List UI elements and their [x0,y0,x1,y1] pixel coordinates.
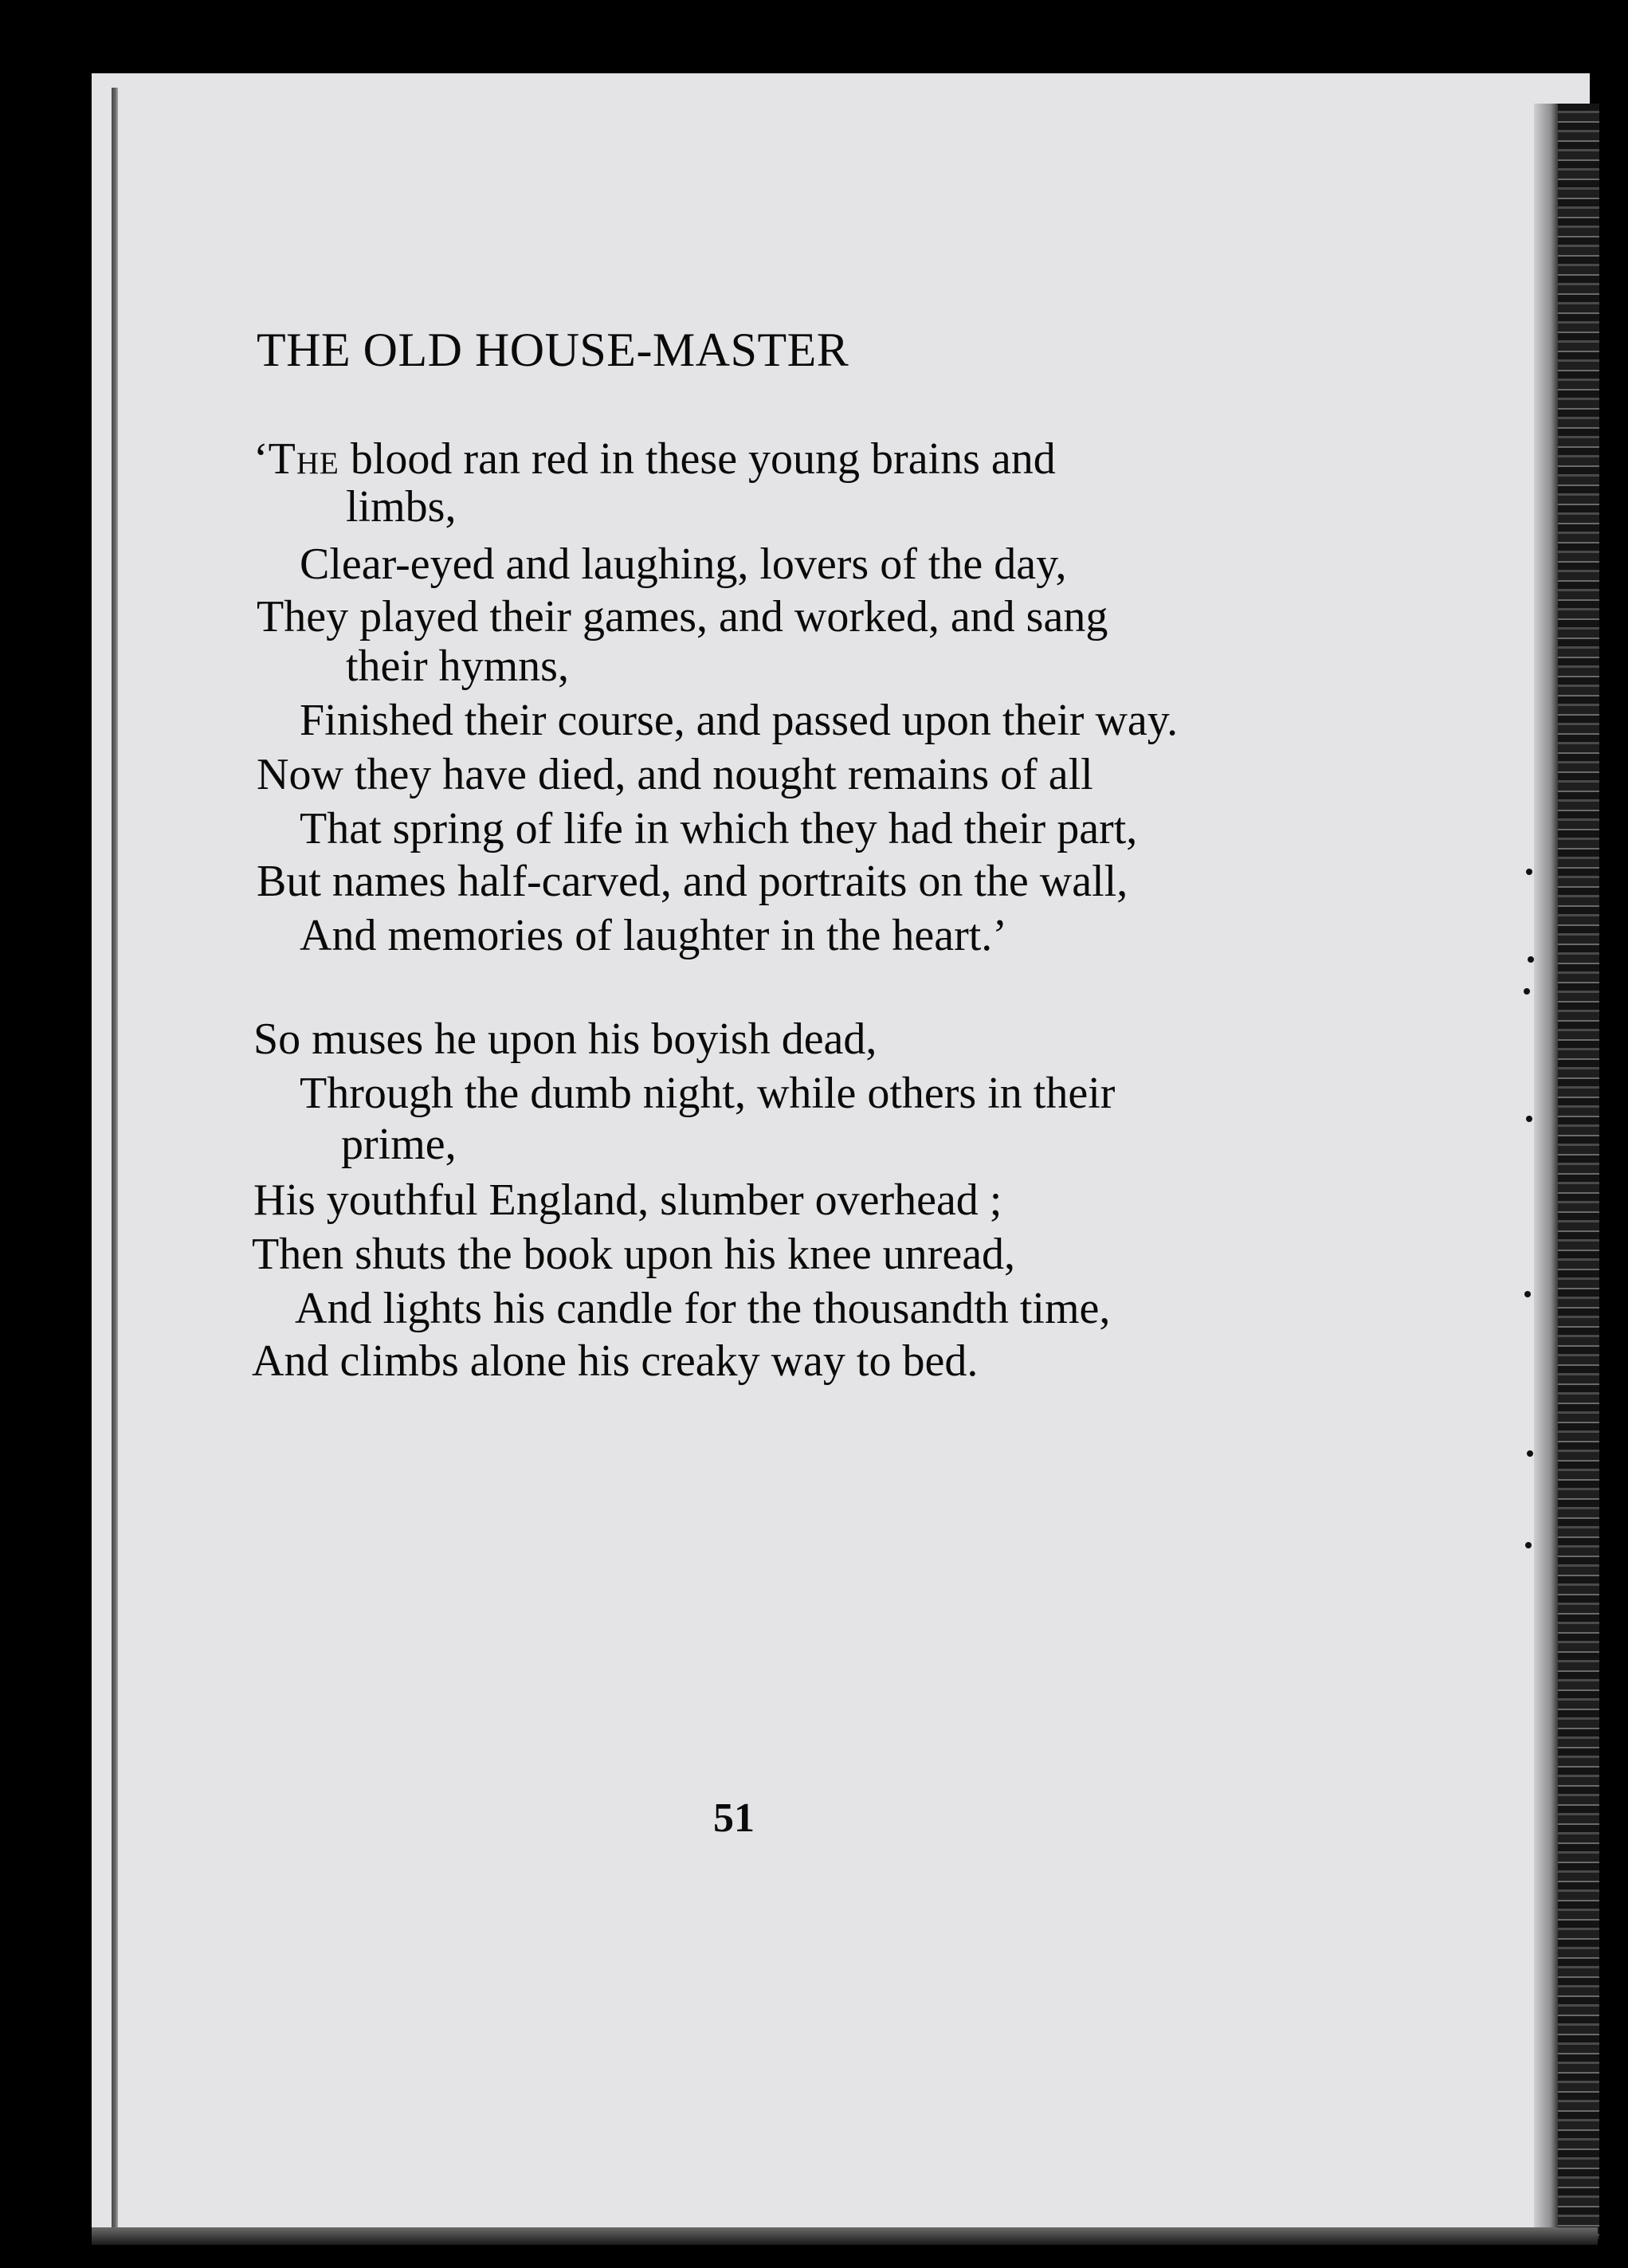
poem-line: They played their games, and worked, and sang [257,592,1108,642]
opening-quote: ‘ [253,434,269,484]
page-bottom-edge [92,2227,1598,2245]
poem-line: His youthful England, slumber overhead ; [253,1175,1002,1225]
poem-line: prime, [341,1120,457,1169]
binding-gutter-edge [112,88,118,2231]
margin-speck [1526,1116,1532,1122]
page-fore-edge-shadow [1534,104,1558,2239]
poem-line: That spring of life in which they had their part, [300,804,1138,853]
poem-line: Finished their course, and passed upon their way. [300,696,1179,745]
poem-line: But names half-carved, and portraits on the wall, [257,857,1128,906]
poem-line: Through the dumb night, while others in their [300,1069,1116,1118]
page-number: 51 [713,1795,755,1841]
margin-speck [1525,1542,1532,1548]
line-text: blood ran red in these young brains and [339,434,1056,484]
margin-speck [1524,1291,1531,1297]
margin-speck [1527,1450,1533,1457]
poem-line: limbs, [346,482,457,532]
margin-speck [1526,869,1532,875]
poem-line: And lights his candle for the thousandth time, [295,1284,1111,1333]
margin-speck [1524,988,1530,995]
poem-line [253,434,1248,484]
poem-title: THE OLD HOUSE-MASTER [257,324,849,376]
margin-speck [1528,956,1534,963]
poem-line: And climbs alone his creaky way to bed. [252,1336,979,1386]
poem-line: Clear-eyed and laughing, lovers of the day, [300,540,1067,589]
poem-line: And memories of laughter in the heart.’ [300,911,1007,960]
scanned-page [92,73,1590,2241]
poem-line: Then shuts the book upon his knee unread, [252,1230,1016,1279]
poem-line: Now they have died, and nought remains of all [257,750,1093,799]
poem-line: their hymns, [346,642,569,691]
page-fore-edge [1558,104,1599,2239]
line-start [253,434,1056,484]
first-word: The [268,434,339,484]
poem-line: So muses he upon his boyish dead, [253,1014,877,1064]
